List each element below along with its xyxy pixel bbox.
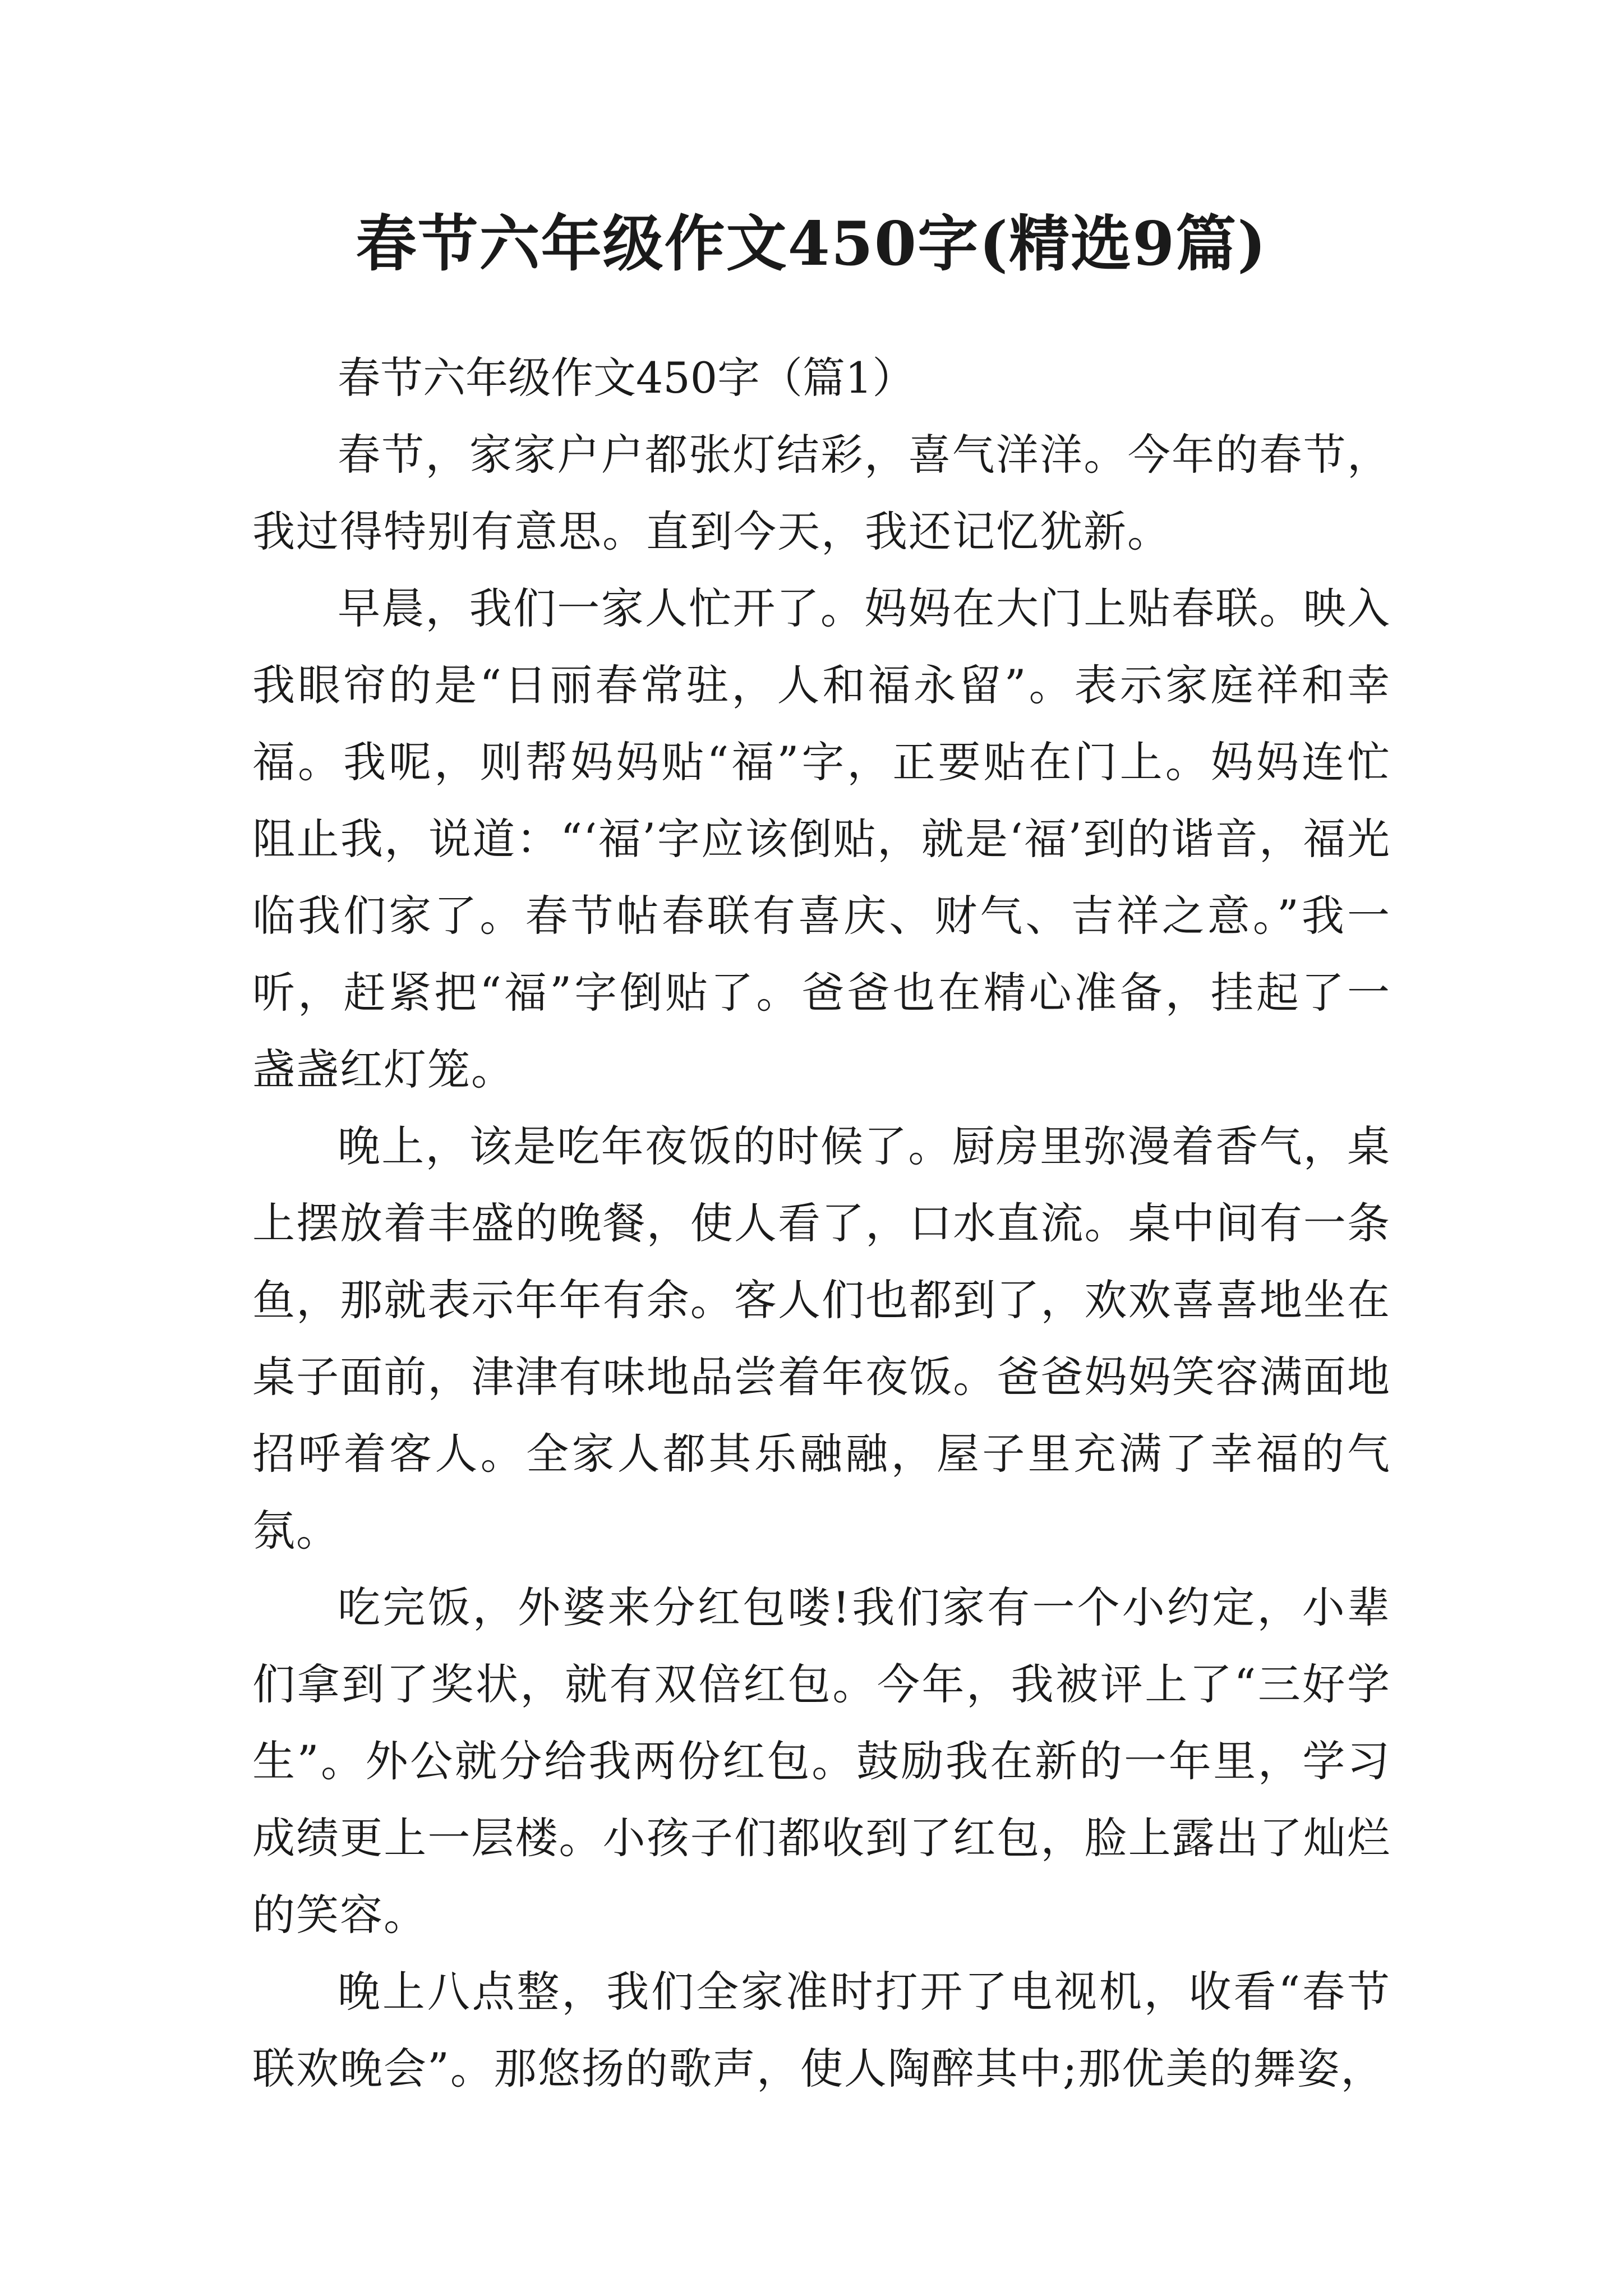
document-title: 春节六年级作文450字(精选9篇) (356, 209, 1267, 279)
document-body (252, 339, 1391, 2107)
paragraph-4: 吃完饭，外婆来分红包喽!我们家有一个小约定，小辈们拿到了奖状，就有双倍红包。今年，我被评上了“三好学生”。外公就分给我两份红包。鼓励我在新的一年里，学习成绩更上一层楼。小孩子们都收到了红包，脸上露出了灿烂的笑容。 (252, 1582, 1391, 1940)
paragraph-1: 春节，家家户户都张灯结彩，喜气洋洋。今年的春节，我过得特别有意思。直到今天，我还记忆犹新。 (252, 430, 1391, 556)
section-heading: 春节六年级作文450字（篇1） (338, 353, 915, 403)
paragraph-3: 晚上，该是吃年夜饭的时候了。厨房里弥漫着香气，桌上摆放着丰盛的晚餐，使人看了，口水直流。桌中间有一条鱼，那就表示年年有余。客人们也都到了，欢欢喜喜地坐在桌子面前，津津有味地品尝着年夜饭。爸爸妈妈笑容满面地招呼着客人。全家人都其乐融融，屋子里充满了幸福的气氛。 (252, 1121, 1391, 1556)
paragraph-2: 早晨，我们一家人忙开了。妈妈在大门上贴春联。映入我眼帘的是“日丽春常驻，人和福永留”。表示家庭祥和幸福。我呢，则帮妈妈贴“福”字，正要贴在门上。妈妈连忙阻止我，说道：“‘福’字应该倒贴，就是‘福’到的谐音，福光临我们家了。春节帖春联有喜庆、财气、吉祥之意。”我一听，赶紧把“福”字倒贴了。爸爸也在精心准备，挂起了一盏盏红灯笼。 (252, 583, 1391, 1094)
paragraph-5: 晚上八点整，我们全家准时打开了电视机，收看“春节联欢晚会”。那悠扬的歌声，使人陶醉其中;那优美的舞姿， (252, 1967, 1391, 2093)
